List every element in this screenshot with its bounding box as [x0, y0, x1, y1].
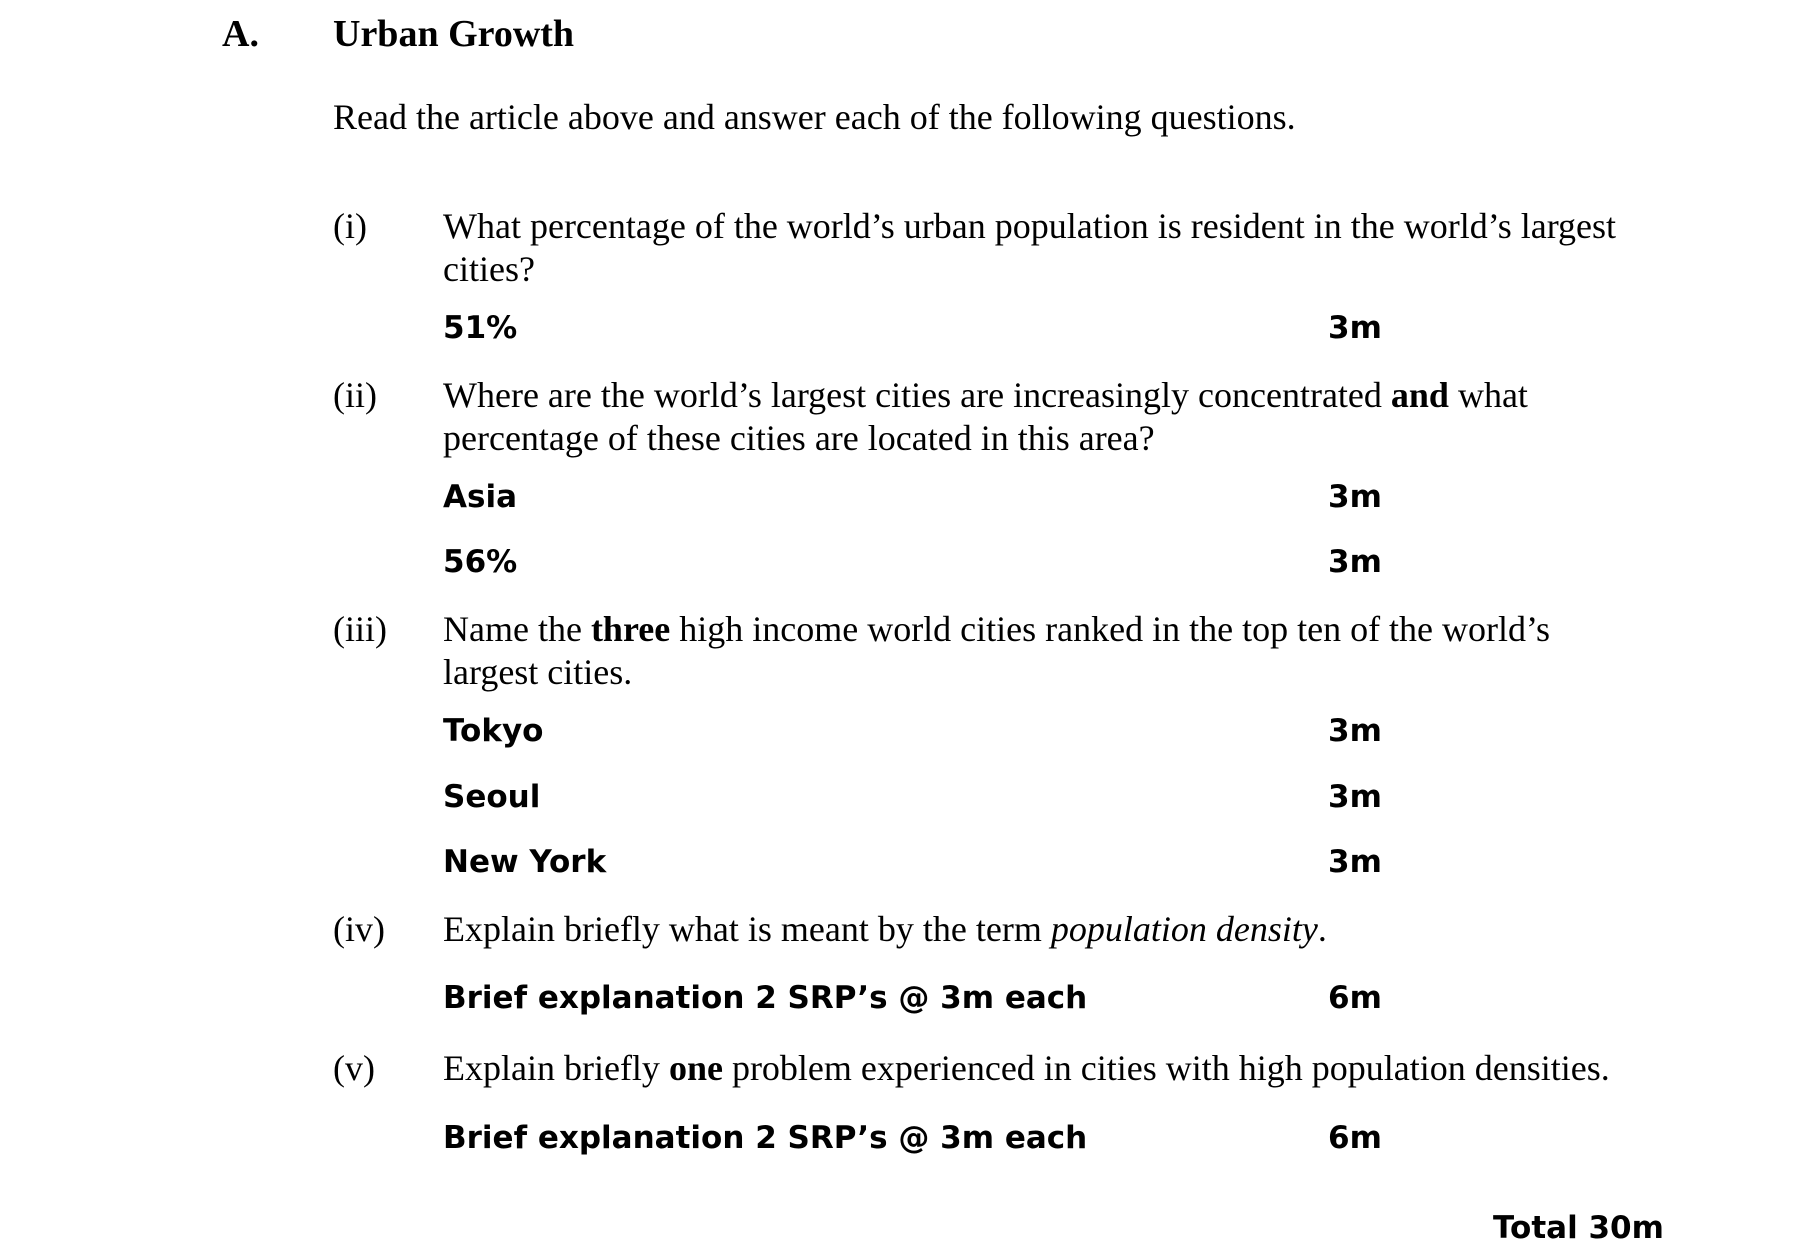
- question-line: Explain briefly: [443, 1048, 669, 1088]
- question-line: what: [1448, 375, 1528, 415]
- question-line: What percentage of the world’s urban population is resident in the world’s largest: [443, 206, 1617, 246]
- question-text-iv: [443, 908, 1683, 951]
- question-text-iii: [443, 608, 1683, 694]
- answer-mark: 3m: [1328, 479, 1382, 515]
- answer-mark: 6m: [1328, 980, 1382, 1016]
- section-title: Urban Growth: [333, 13, 575, 55]
- answer-text: Asia: [443, 479, 517, 515]
- question-number-iii: (iii): [333, 609, 387, 649]
- answer-text: Seoul: [443, 779, 541, 815]
- answer-text: 56%: [443, 544, 518, 580]
- question-number-v: (v): [333, 1048, 375, 1088]
- emphasis-word: and: [1390, 375, 1449, 415]
- answer-text: Brief explanation 2 SRP’s @ 3m each: [443, 980, 1088, 1016]
- emphasis-word: one: [668, 1048, 723, 1088]
- question-text-i: [443, 205, 1683, 291]
- answer-mark: 3m: [1328, 713, 1382, 749]
- answer-mark: 6m: [1328, 1120, 1382, 1156]
- section-letter: A.: [222, 13, 259, 55]
- question-line: Where are the world’s largest cities are increasingly concentrated: [443, 375, 1391, 415]
- question-number-i: (i): [333, 206, 367, 246]
- section-intro: Read the article above and answer each of the following questions.: [333, 97, 1296, 137]
- emphasis-word: three: [590, 609, 671, 649]
- answer-text: Brief explanation 2 SRP’s @ 3m each: [443, 1120, 1088, 1156]
- question-line: high income world cities ranked in the top ten of the world’s: [670, 609, 1551, 649]
- question-number-iv: (iv): [333, 909, 385, 949]
- answer-mark: 3m: [1328, 544, 1382, 580]
- answer-text: 51%: [443, 310, 518, 346]
- total-marks: Total 30m: [1493, 1210, 1664, 1246]
- question-line: cities?: [443, 249, 535, 289]
- answer-mark: 3m: [1328, 779, 1382, 815]
- answer-text: New York: [443, 844, 607, 880]
- question-line: Name the: [443, 609, 591, 649]
- question-line: problem experienced in cities with high population densities.: [722, 1048, 1610, 1088]
- question-line: Explain briefly what is meant by the term: [443, 909, 1051, 949]
- answer-text: Tokyo: [443, 713, 544, 749]
- answer-mark: 3m: [1328, 310, 1382, 346]
- italic-term: population density: [1050, 909, 1318, 949]
- question-line: percentage of these cities are located in this area?: [443, 418, 1155, 458]
- question-text-v: [443, 1047, 1683, 1090]
- question-text-ii: [443, 374, 1683, 460]
- question-line: largest cities.: [443, 652, 633, 692]
- question-number-ii: (ii): [333, 375, 377, 415]
- question-line: .: [1317, 909, 1327, 949]
- answer-mark: 3m: [1328, 844, 1382, 880]
